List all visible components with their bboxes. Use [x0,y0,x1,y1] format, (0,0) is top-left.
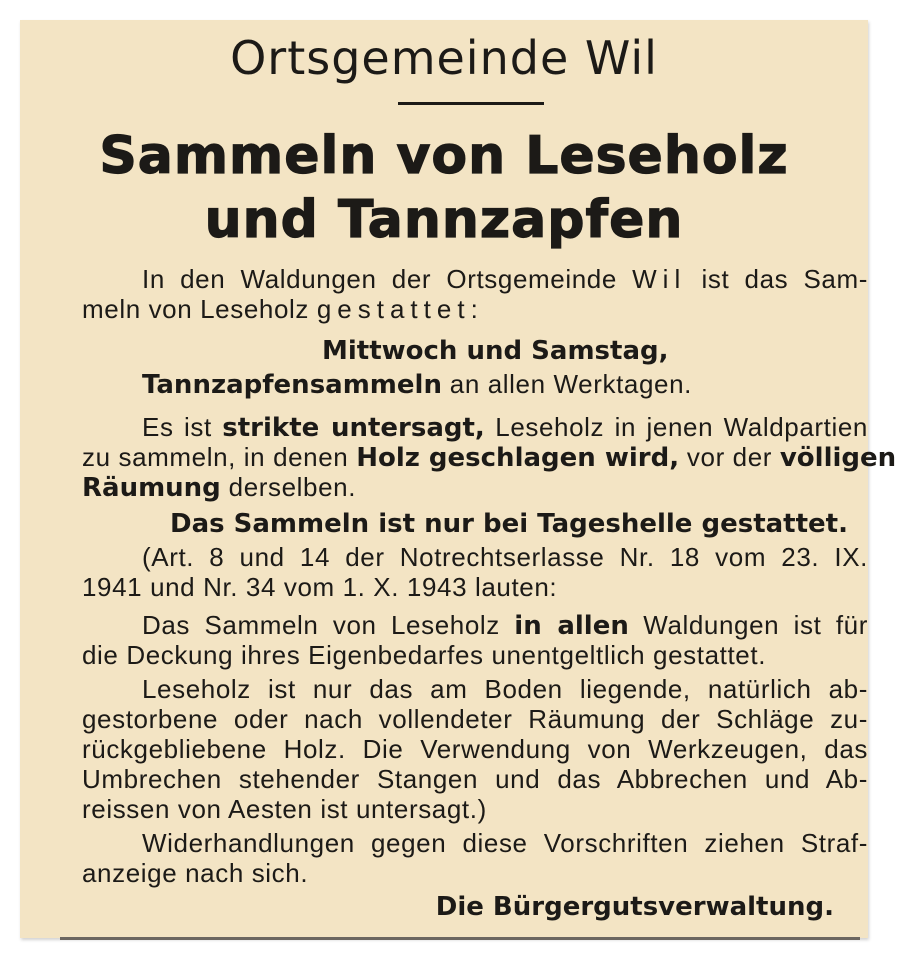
text-segment: Es ist [142,412,212,442]
paragraph-2-line-2 [142,369,692,400]
text-segment: In den Waldungen der Ortsgemeinde [142,264,617,294]
paragraph-6-line-2: die Deckung ihres Eigenbedarfes unentgeltlich gestattet. [82,640,767,670]
text-segment: an allen Werktagen. [449,369,692,399]
paragraph-8-line-1: Widerhandlungen gegen diese Vorschriften ziehen Straf- [142,828,868,858]
text-segment: derselben. [228,472,357,502]
bold-text: in allen [514,611,629,641]
text-segment: meln von Leseholz [82,294,309,324]
paragraph-7-line-3: rückgebliebene Holz. Die Verwendung von Werkzeugen, das [82,734,868,764]
bold-text: völligen [779,443,897,473]
paragraph-8-line-2: anzeige nach sich. [82,858,309,888]
text-segment: ist das Sam- [701,264,869,294]
signature: Die Bürgergutsverwaltung. [435,892,834,922]
paragraph-3-line-1 [142,412,868,443]
text-segment: vor der [686,442,773,472]
bold-text: Holz geschlagen wird, [356,443,680,473]
paragraph-7-line-4: Umbrechen stehender Stangen und das Abbrechen und Ab- [82,764,868,794]
bold-text: strikte untersagt, [222,413,485,443]
paragraph-2-line-1: Mittwoch und Samstag, [322,336,669,366]
paragraph-1-line-2 [82,294,484,324]
paragraph-7-line-5: reissen von Aesten ist untersagt.) [82,794,487,824]
paragraph-3-line-3 [82,472,356,503]
town-heading: Ortsgemeinde Wil [230,31,658,85]
spaced-text: gestattet: [316,294,484,324]
bold-text: Tannzapfensammeln [142,370,442,400]
text-segment: Leseholz in jenen Waldpartien [495,412,868,442]
bold-text: Räumung [82,473,221,503]
text-segment: Das Sammeln von Leseholz [142,610,500,640]
paragraph-6-line-1 [142,610,868,641]
paragraph-3-line-2 [82,442,897,473]
text-segment: Waldungen ist für [643,610,868,640]
paragraph-4-line-1: Das Sammeln ist nur bei Tageshelle gestattet. [170,509,848,539]
headline-line-1: Sammeln von Leseholz [99,126,789,186]
headline-line-2: und Tannzapfen [204,190,684,250]
spaced-text: Wil [632,264,687,294]
paragraph-7-line-1: Leseholz ist nur das am Boden liegende, natürlich ab- [142,674,868,704]
paragraph-5-line-2: 1941 und Nr. 34 vom 1. X. 1943 lauten: [82,572,558,602]
text-segment: zu sammeln, in denen [82,442,349,472]
paragraph-5-line-1: (Art. 8 und 14 der Notrechtserlasse Nr. 18 vom 23. IX. [142,542,868,572]
heading-divider [398,102,544,105]
paragraph-1-line-1 [142,264,868,294]
paragraph-7-line-2: gestorbene oder nach vollendeter Räumung der Schläge zu- [82,704,868,734]
newspaper-clipping [20,20,897,938]
